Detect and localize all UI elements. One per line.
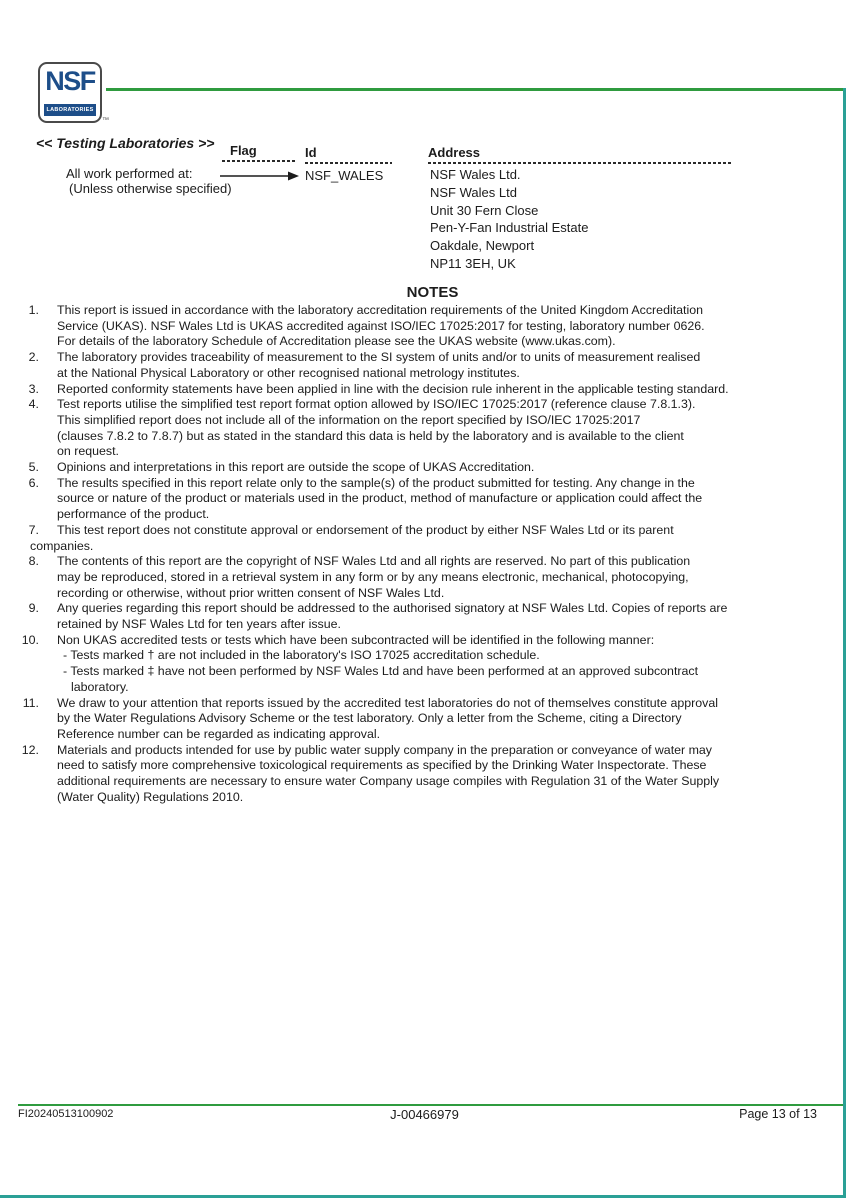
logo-laboratories-text: LABORATORIES (44, 104, 96, 116)
note-line: may be reproduced, stored in a retrieval system in any form or by any means electronic, mechanical, photocopying, (57, 569, 689, 584)
note-line: recording or otherwise, without prior written consent of NSF Wales Ltd. (57, 585, 445, 600)
note-line: (Water Quality) Regulations 2010. (57, 789, 244, 804)
note-line: This report is issued in accordance with the laboratory accreditation requirements of the United Kingdom Accreditation (57, 303, 704, 317)
note-number: 6. (28, 475, 39, 490)
footer-job-number: J-00466979 (390, 1107, 459, 1122)
note-text (57, 382, 844, 398)
address-line: Oakdale, Newport (430, 238, 535, 254)
note-text (57, 350, 844, 381)
header-rule (106, 88, 843, 91)
note-number: 11. (22, 695, 39, 710)
note-line: The results specified in this report relate only to the sample(s) of the product submitted for testing. Any change in the (57, 475, 695, 490)
testing-laboratories-title: << Testing Laboratories >> (36, 135, 215, 151)
id-underline (305, 162, 392, 164)
address-column-header: Address (428, 145, 481, 160)
note-line: by the Water Regulations Advisory Scheme or the test laboratory. Only a letter from the Scheme, citing a Directory (57, 711, 682, 726)
note-line: This simplified report does not include all of the information on the report specified by ISO/IEC 17025:2017 (57, 412, 641, 427)
note-line: - Tests marked ‡ have not been performed by NSF Wales Ltd and have been performed at an approved subcontract (63, 664, 699, 679)
note-line: (clauses 7.8.2 to 7.8.7) but as stated in the standard this data is held by the laboratory and is available to the client (57, 428, 684, 443)
note-text (57, 696, 844, 743)
note-text (30, 522, 844, 554)
note-item (14, 397, 844, 460)
note-number: 4. (28, 397, 39, 412)
footer-rule (18, 1104, 843, 1106)
nsf-logo (38, 62, 102, 123)
note-line: companies. (30, 538, 94, 553)
note-line: Opinions and interpretations in this report are outside the scope of UKAS Accreditation. (57, 460, 535, 475)
note-line: For details of the laboratory Schedule of Accreditation please see the UKAS website (www.ukas.com). (57, 334, 616, 349)
note-item (14, 633, 844, 696)
note-item (14, 601, 844, 632)
note-line: performance of the product. (57, 507, 210, 522)
page-frame-bottom (0, 1195, 846, 1198)
note-line: laboratory. (71, 679, 129, 694)
note-text (57, 743, 844, 806)
note-item (14, 382, 844, 398)
note-line: We draw to your attention that reports issued by the accredited test laboratories do not of themselves constitute approval (57, 695, 718, 710)
arrow-icon (220, 169, 300, 187)
note-line: Reported conformity statements have been applied in line with the decision rule inherent in the applicable testing standard. (57, 381, 729, 396)
note-item (14, 743, 844, 806)
note-line: Any queries regarding this report should be addressed to the authorised signatory at NSF Wales Ltd. Copies of reports are (57, 601, 728, 616)
note-text (57, 303, 844, 350)
work-performed-label: All work performed at: (66, 166, 193, 181)
note-line: The contents of this report are the copyright of NSF Wales Ltd and all rights are reserved. No part of this publication (57, 554, 691, 569)
note-text (57, 460, 844, 476)
note-line: This test report does not constitute approval or endorsement of the product by either NSF Wales Ltd or its parent (57, 522, 674, 537)
note-item (14, 523, 844, 554)
address-line: NSF Wales Ltd. (430, 167, 521, 182)
note-line: on request. (57, 444, 119, 459)
note-number: 10. (21, 632, 39, 647)
note-line: source or nature of the product or materials used in the product, method of manufacture or application could affect the (57, 491, 703, 506)
note-line: The laboratory provides traceability of measurement to the SI system of units and/or to units of measurement realised (57, 350, 701, 365)
note-text (57, 633, 844, 696)
work-performed-note: (Unless otherwise specified) (69, 181, 232, 196)
note-line: Test reports utilise the simplified test report format option allowed by ISO/IEC 17025:2017 (reference clause 7.8.1.3). (57, 397, 696, 412)
note-item (14, 554, 844, 601)
note-number: 7. (28, 522, 39, 537)
note-text (57, 554, 844, 601)
note-number: 9. (28, 601, 39, 616)
address-underline (428, 162, 731, 164)
note-line: at the National Physical Laboratory or other recognised national metrology institutes. (57, 365, 520, 380)
note-line: - Tests marked † are not included in the laboratory's ISO 17025 accreditation schedule. (63, 648, 540, 663)
address-line: Unit 30 Fern Close (430, 202, 539, 218)
note-number: 8. (28, 554, 39, 569)
logo-trademark: ™ (102, 117, 109, 124)
note-number: 1. (28, 303, 39, 317)
note-line: Reference number can be regarded as indicating approval. (57, 726, 381, 741)
note-number: 5. (28, 460, 39, 475)
note-line: need to satisfy more comprehensive toxicological requirements as specified by the Drinking Water Inspectorate. These (57, 758, 707, 773)
note-item (14, 476, 844, 523)
address-lines (430, 166, 589, 273)
note-item (14, 460, 844, 476)
note-line: additional requirements are necessary to ensure water Company usage compiles with Regulation 31 of the Water Supply (57, 774, 720, 789)
notes-list (14, 303, 844, 806)
note-text (57, 397, 844, 460)
address-line: NSF Wales Ltd (430, 184, 517, 200)
note-line: Materials and products intended for use by public water supply company in the preparation or conveyance of water may (57, 742, 712, 757)
note-number: 12. (21, 742, 39, 757)
note-number: 3. (28, 381, 39, 396)
notes-title: NOTES (406, 284, 459, 301)
address-line: Pen-Y-Fan Industrial Estate (430, 220, 589, 236)
flag-column-header: Flag (230, 143, 257, 158)
note-item (14, 696, 844, 743)
logo-nsf-text: NSF (45, 66, 95, 96)
note-number: 2. (28, 350, 39, 365)
footer-page-number: Page 13 of 13 (739, 1107, 817, 1121)
note-item (14, 303, 844, 350)
note-item (14, 350, 844, 381)
note-text (57, 476, 844, 523)
lab-id: NSF_WALES (305, 168, 384, 183)
flag-underline (222, 160, 296, 162)
note-text (57, 601, 844, 632)
address-line: NP11 3EH, UK (430, 255, 516, 271)
footer-report-id: FI20240513100902 (18, 1108, 114, 1120)
note-line: Service (UKAS). NSF Wales Ltd is UKAS accredited against ISO/IEC 17025:2017 for testing, laboratory number 0626. (57, 318, 705, 333)
id-column-header: Id (305, 145, 317, 160)
note-line: retained by NSF Wales Ltd for ten years after issue. (57, 617, 341, 632)
note-line: Non UKAS accredited tests or tests which have been subcontracted will be identified in the following manner: (57, 632, 655, 647)
